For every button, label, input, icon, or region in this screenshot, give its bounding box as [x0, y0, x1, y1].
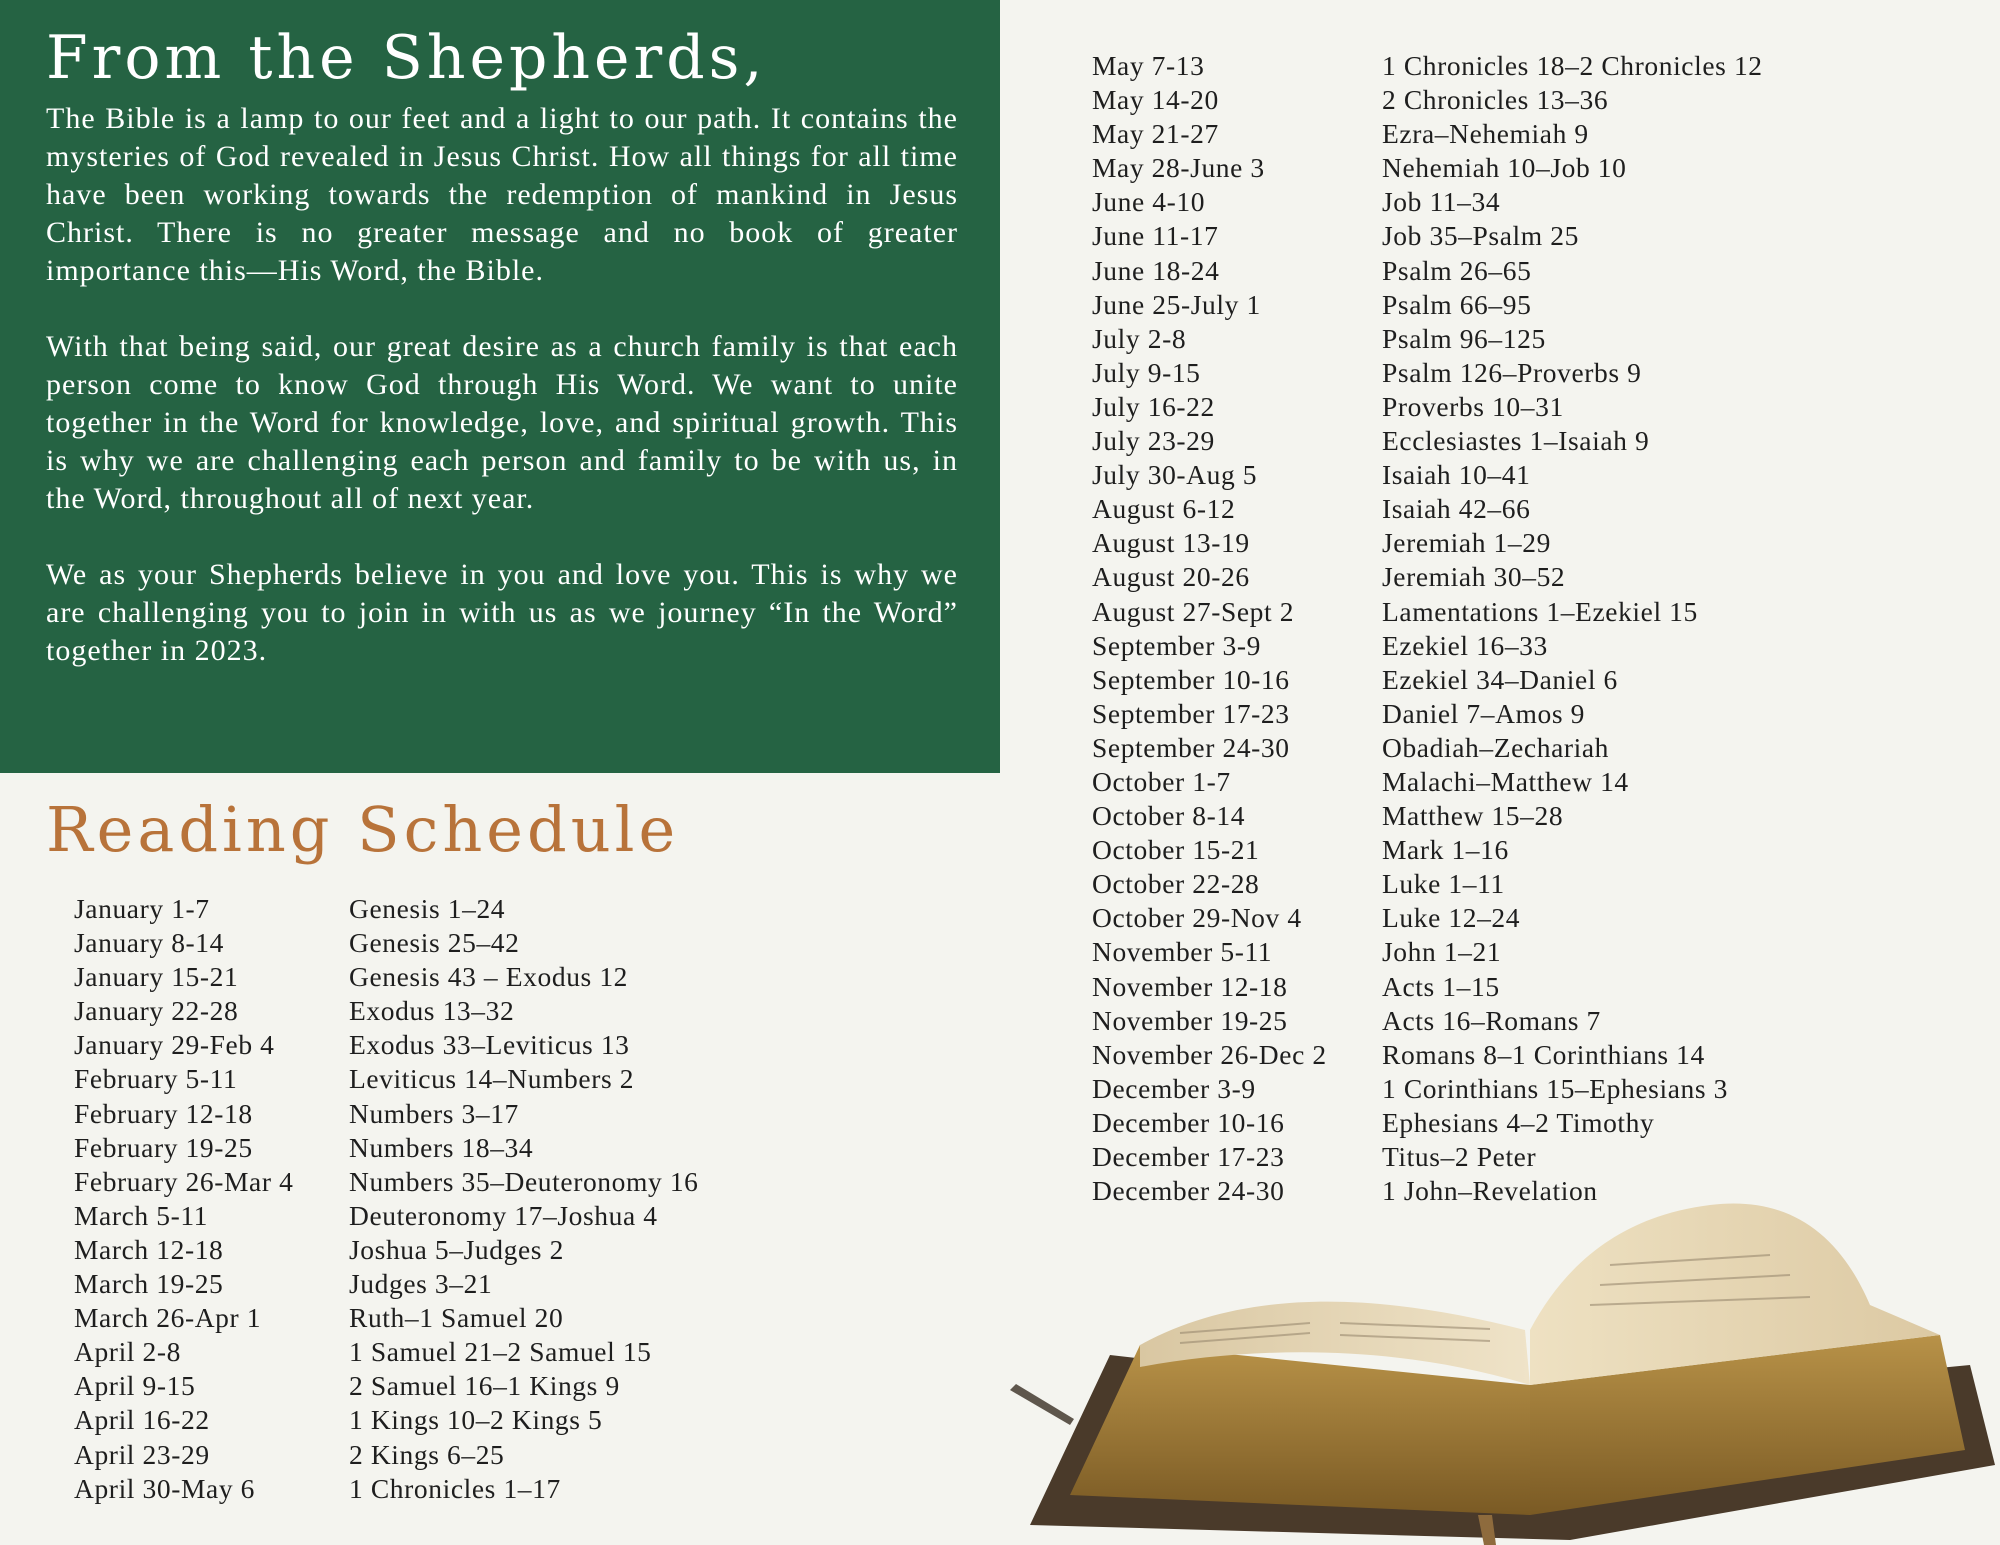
- schedule-reading: Ezekiel 34–Daniel 6: [1382, 663, 1618, 695]
- schedule-dates: December 24-30: [1092, 1175, 1285, 1207]
- schedule-dates: November 26-Dec 2: [1092, 1038, 1327, 1070]
- schedule-reading: Genesis 25–42: [349, 927, 520, 959]
- schedule-row: [1092, 492, 1763, 526]
- schedule-reading: Lamentations 1–Ezekiel 15: [1382, 595, 1698, 627]
- schedule-dates: January 29-Feb 4: [74, 1029, 275, 1061]
- schedule-reading: Exodus 33–Leviticus 13: [349, 1029, 630, 1061]
- schedule-reading: Ezekiel 16–33: [1382, 629, 1548, 661]
- schedule-dates: July 2-8: [1092, 322, 1187, 354]
- schedule-reading: 1 Kings 10–2 Kings 5: [349, 1404, 603, 1436]
- schedule-dates: January 15-21: [74, 961, 239, 993]
- schedule-reading: Obadiah–Zechariah: [1382, 731, 1610, 763]
- schedule-reading: Ruth–1 Samuel 20: [349, 1302, 564, 1334]
- schedule-row: [1092, 185, 1763, 219]
- schedule-row: [1092, 1106, 1763, 1140]
- schedule-row: [74, 1403, 699, 1437]
- schedule-row: [1092, 117, 1763, 151]
- schedule-row: [1092, 1038, 1763, 1072]
- schedule-reading: Matthew 15–28: [1382, 800, 1564, 832]
- schedule-dates: April 16-22: [74, 1404, 210, 1436]
- schedule-reading: Ezra–Nehemiah 9: [1382, 118, 1589, 150]
- bible-clasp: [1010, 1384, 1074, 1425]
- schedule-dates: March 12-18: [74, 1233, 224, 1265]
- schedule-row: [1092, 697, 1763, 731]
- schedule-dates: February 19-25: [74, 1131, 253, 1163]
- schedule-row: [1092, 867, 1763, 901]
- schedule-reading: 2 Kings 6–25: [349, 1438, 505, 1470]
- schedule-dates: September 10-16: [1092, 663, 1290, 695]
- schedule-row: [74, 1028, 699, 1062]
- schedule-dates: October 29-Nov 4: [1092, 902, 1302, 934]
- schedule-dates: October 15-21: [1092, 834, 1260, 866]
- schedule-reading: Acts 16–Romans 7: [1382, 1004, 1601, 1036]
- schedule-dates: May 14-20: [1092, 84, 1219, 116]
- schedule-row: [1092, 390, 1763, 424]
- schedule-reading: Mark 1–16: [1382, 834, 1509, 866]
- schedule-row: [1092, 1004, 1763, 1038]
- schedule-reading: Nehemiah 10–Job 10: [1382, 152, 1627, 184]
- intro-paragraph-2: With that being said, our great desire as a church family is that each person come to know God through His Word. We want to unite together in the Word for knowledge, love, and spiritual growth. This is why we are challenging each person and family to be with us, in the Word, throughout all of next year.: [46, 330, 958, 515]
- schedule-row: [1092, 49, 1763, 83]
- schedule-row: [1092, 151, 1763, 185]
- schedule-reading: Judges 3–21: [349, 1268, 493, 1300]
- schedule-row: [1092, 970, 1763, 1004]
- schedule-reading: Joshua 5–Judges 2: [349, 1233, 564, 1265]
- schedule-dates: April 2-8: [74, 1336, 181, 1368]
- schedule-dates: February 5-11: [74, 1063, 238, 1095]
- schedule-reading: 1 Chronicles 18–2 Chronicles 12: [1382, 50, 1763, 81]
- schedule-reading: Acts 1–15: [1382, 970, 1500, 1002]
- schedule-reading: Job 11–34: [1382, 186, 1501, 218]
- schedule-dates: June 11-17: [1092, 220, 1219, 252]
- schedule-reading: 2 Samuel 16–1 Kings 9: [349, 1370, 620, 1402]
- schedule-row: [1092, 83, 1763, 117]
- schedule-reading: 2 Chronicles 13–36: [1382, 84, 1609, 116]
- schedule-reading: Daniel 7–Amos 9: [1382, 697, 1586, 729]
- schedule-row: [74, 1369, 699, 1403]
- schedule-reading: Psalm 96–125: [1382, 322, 1546, 354]
- schedule-reading: Genesis 43 – Exodus 12: [349, 961, 629, 993]
- schedule-row: [1092, 288, 1763, 322]
- schedule-row: [74, 1472, 699, 1506]
- schedule-dates: July 16-22: [1092, 390, 1215, 422]
- schedule-row: [74, 1438, 699, 1472]
- schedule-reading: Ephesians 4–2 Timothy: [1382, 1106, 1655, 1138]
- schedule-row: [1092, 526, 1763, 560]
- schedule-row: [1092, 254, 1763, 288]
- schedule-dates: August 20-26: [1092, 561, 1250, 593]
- schedule-dates: February 26-Mar 4: [74, 1165, 294, 1197]
- schedule-row: [1092, 833, 1763, 867]
- schedule-dates: September 24-30: [1092, 731, 1290, 763]
- schedule-dates: June 25-July 1: [1092, 288, 1261, 320]
- schedule-reading: Luke 1–11: [1382, 868, 1505, 900]
- schedule-row: [1092, 595, 1763, 629]
- schedule-reading: Malachi–Matthew 14: [1382, 765, 1629, 797]
- intro-paragraph-3: We as your Shepherds believe in you and love you. This is why we are challenging you to join in with us as we journey “In the Word” together in 2023.: [46, 558, 958, 667]
- schedule-dates: June 4-10: [1092, 186, 1206, 218]
- schedule-row: [1092, 322, 1763, 356]
- schedule-row: [74, 994, 699, 1028]
- schedule-row: [74, 1062, 699, 1096]
- schedule-dates: November 5-11: [1092, 936, 1273, 968]
- schedule-row: [1092, 629, 1763, 663]
- schedule-row: [1092, 219, 1763, 253]
- intro-paragraph-1: The Bible is a lamp to our feet and a light to our path. It contains the mysteries of God revealed in Jesus Christ. How all things for all time have been working towards the redemption of mankind in Jesus Christ. There is no greater message and no book of greater importance this—His Word, the Bible.: [46, 102, 958, 287]
- schedule-reading: 1 Samuel 21–2 Samuel 15: [349, 1336, 652, 1368]
- schedule-dates: August 13-19: [1092, 527, 1250, 559]
- schedule-row: [1092, 560, 1763, 594]
- schedule-row: [74, 1233, 699, 1267]
- schedule-list-right: [1092, 49, 1763, 1208]
- schedule-reading: 1 Chronicles 1–17: [349, 1472, 561, 1504]
- schedule-row: [1092, 1140, 1763, 1174]
- schedule-row: [74, 1097, 699, 1131]
- schedule-dates: August 27-Sept 2: [1092, 595, 1295, 627]
- schedule-dates: September 3-9: [1092, 629, 1261, 661]
- schedule-reading: Romans 8–1 Corinthians 14: [1382, 1038, 1705, 1070]
- schedule-reading: Job 35–Psalm 25: [1382, 220, 1579, 252]
- schedule-dates: January 22-28: [74, 995, 239, 1027]
- schedule-dates: December 10-16: [1092, 1106, 1285, 1138]
- schedule-dates: October 8-14: [1092, 800, 1246, 832]
- schedule-reading: Jeremiah 1–29: [1382, 527, 1551, 559]
- schedule-row: [74, 960, 699, 994]
- schedule-dates: April 9-15: [74, 1370, 196, 1402]
- schedule-row: [74, 1131, 699, 1165]
- schedule-reading: Deuteronomy 17–Joshua 4: [349, 1199, 658, 1231]
- schedule-reading: Jeremiah 30–52: [1382, 561, 1566, 593]
- schedule-reading: Ecclesiastes 1–Isaiah 9: [1382, 425, 1650, 457]
- schedule-dates: January 1-7: [74, 893, 210, 924]
- schedule-row: [74, 1199, 699, 1233]
- schedule-reading: Isaiah 42–66: [1382, 493, 1531, 525]
- schedule-dates: February 12-18: [74, 1097, 253, 1129]
- schedule-dates: December 3-9: [1092, 1072, 1256, 1104]
- schedule-list-left: [74, 892, 699, 1506]
- schedule-reading: Psalm 66–95: [1382, 288, 1532, 320]
- open-bible-illustration: [1010, 1195, 2000, 1545]
- schedule-reading: 1 Corinthians 15–Ephesians 3: [1382, 1072, 1729, 1104]
- schedule-dates: December 17-23: [1092, 1141, 1285, 1172]
- schedule-reading: Isaiah 10–41: [1382, 459, 1531, 491]
- schedule-dates: March 19-25: [74, 1268, 224, 1300]
- schedule-row: [1092, 356, 1763, 390]
- schedule-row: [1092, 663, 1763, 697]
- schedule-row: [1092, 458, 1763, 492]
- schedule-reading: 1 John–Revelation: [1382, 1175, 1598, 1207]
- schedule-reading: Luke 12–24: [1382, 902, 1521, 934]
- schedule-dates: August 6-12: [1092, 493, 1236, 525]
- schedule-row: [1092, 935, 1763, 969]
- schedule-dates: November 19-25: [1092, 1004, 1288, 1036]
- schedule-row: [74, 926, 699, 960]
- schedule-row: [1092, 424, 1763, 458]
- schedule-dates: May 21-27: [1092, 118, 1219, 150]
- schedule-dates: March 5-11: [74, 1199, 209, 1231]
- schedule-dates: April 23-29: [74, 1438, 210, 1470]
- schedule-row: [74, 1267, 699, 1301]
- schedule-dates: March 26-Apr 1: [74, 1302, 262, 1334]
- schedule-dates: November 12-18: [1092, 970, 1288, 1002]
- schedule-row: [74, 1301, 699, 1335]
- schedule-reading: John 1–21: [1382, 936, 1502, 968]
- schedule-dates: May 7-13: [1092, 50, 1205, 81]
- shepherds-title: From the Shepherds,: [46, 23, 767, 93]
- bible-page-edges-left: [1070, 1345, 1530, 1515]
- schedule-row: [74, 1335, 699, 1369]
- schedule-dates: September 17-23: [1092, 697, 1290, 729]
- schedule-reading: Leviticus 14–Numbers 2: [349, 1063, 635, 1095]
- schedule-dates: July 30-Aug 5: [1092, 459, 1258, 491]
- schedule-row: [1092, 901, 1763, 935]
- schedule-dates: January 8-14: [74, 927, 225, 959]
- schedule-reading: Titus–2 Peter: [1382, 1141, 1537, 1172]
- schedule-dates: June 18-24: [1092, 254, 1220, 286]
- schedule-row: [1092, 765, 1763, 799]
- schedule-reading: Psalm 126–Proverbs 9: [1382, 356, 1642, 388]
- schedule-row: [1092, 1072, 1763, 1106]
- schedule-dates: May 28-June 3: [1092, 152, 1265, 184]
- schedule-dates: October 1-7: [1092, 765, 1231, 797]
- schedule-reading: Genesis 1–24: [349, 893, 506, 924]
- reading-schedule-title: Reading Schedule: [46, 793, 680, 866]
- schedule-dates: October 22-28: [1092, 868, 1260, 900]
- schedule-reading: Proverbs 10–31: [1382, 390, 1564, 422]
- schedule-reading: Numbers 35–Deuteronomy 16: [349, 1165, 699, 1197]
- schedule-row: [74, 892, 699, 926]
- schedule-dates: April 30-May 6: [74, 1472, 256, 1504]
- schedule-reading: Exodus 13–32: [349, 995, 515, 1027]
- shepherds-letter-panel: [0, 0, 1000, 773]
- schedule-row: [1092, 799, 1763, 833]
- schedule-reading: Numbers 18–34: [349, 1131, 534, 1163]
- schedule-dates: July 23-29: [1092, 425, 1215, 457]
- schedule-reading: Psalm 26–65: [1382, 254, 1532, 286]
- schedule-row: [1092, 731, 1763, 765]
- schedule-row: [74, 1165, 699, 1199]
- schedule-dates: July 9-15: [1092, 356, 1201, 388]
- schedule-reading: Numbers 3–17: [349, 1097, 519, 1129]
